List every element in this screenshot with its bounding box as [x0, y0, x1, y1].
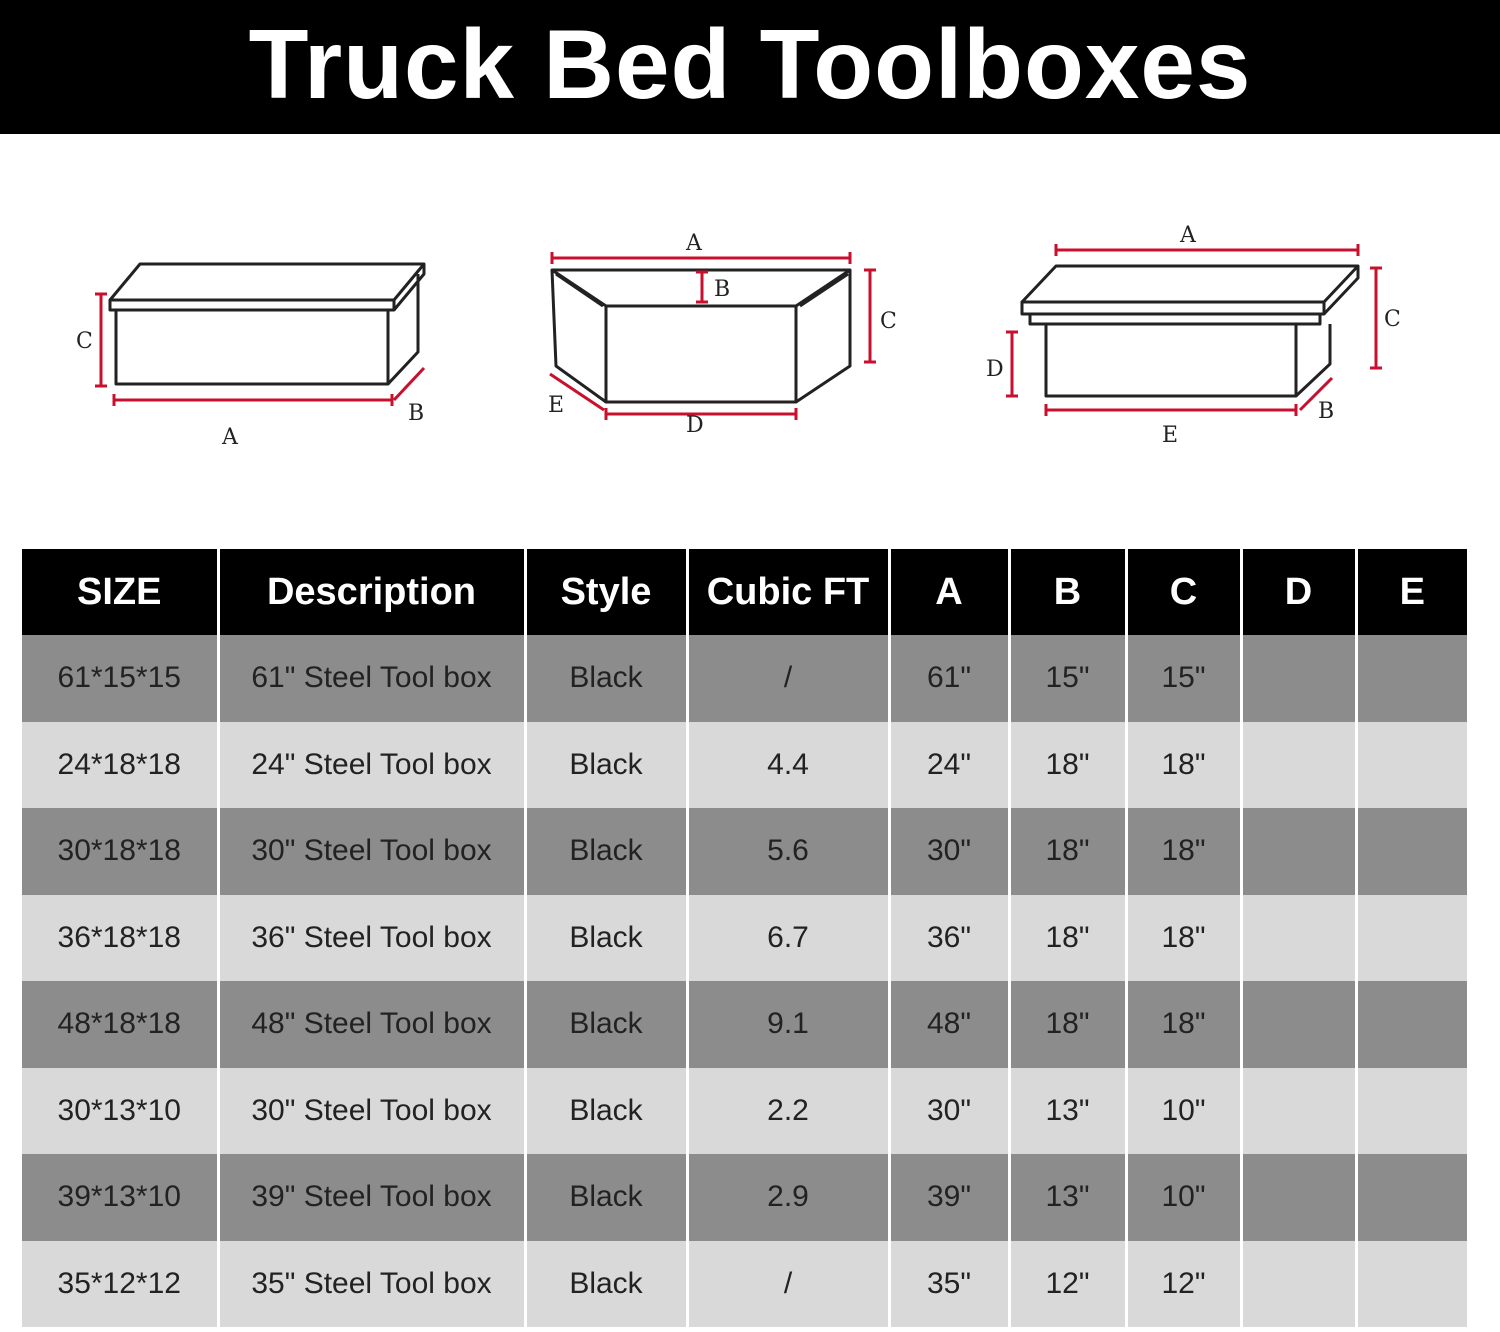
box2-label-b: B: [714, 277, 731, 302]
cell-b: 13": [1009, 1068, 1126, 1155]
cell-size: 61*15*15: [22, 635, 218, 722]
cell-e: [1356, 635, 1467, 722]
cell-e: [1356, 808, 1467, 895]
box2-label-c: C: [880, 309, 897, 334]
cell-cubic-ft: /: [687, 635, 889, 722]
table-row: [22, 808, 1467, 895]
cell-c: 18": [1126, 895, 1241, 982]
cell-a: 39": [889, 1154, 1009, 1241]
cell-a: 36": [889, 895, 1009, 982]
cell-e: [1356, 1154, 1467, 1241]
cell-cubic-ft: 2.2: [687, 1068, 889, 1155]
cell-d: [1241, 808, 1356, 895]
cell-e: [1356, 722, 1467, 809]
box2-label-a: A: [686, 231, 702, 256]
cell-d: [1241, 1241, 1356, 1328]
table-row: [22, 1068, 1467, 1155]
cell-e: [1356, 895, 1467, 982]
cell-size: 48*18*18: [22, 981, 218, 1068]
cell-b: 15": [1009, 635, 1126, 722]
cell-description: 48" Steel Tool box: [218, 981, 525, 1068]
cell-d: [1241, 1154, 1356, 1241]
header-d: D: [1241, 549, 1356, 635]
cell-e: [1356, 1068, 1467, 1155]
table-row: [22, 895, 1467, 982]
cell-d: [1241, 895, 1356, 982]
cell-c: 12": [1126, 1241, 1241, 1328]
box3-label-e: E: [1162, 423, 1179, 448]
cell-description: 30" Steel Tool box: [218, 808, 525, 895]
cell-b: 18": [1009, 722, 1126, 809]
cell-e: [1356, 981, 1467, 1068]
cell-style: Black: [525, 981, 687, 1068]
box3-label-b: B: [1318, 399, 1335, 424]
title-banner: [0, 0, 1500, 134]
box3-label-d: D: [986, 357, 1004, 382]
cell-a: 24": [889, 722, 1009, 809]
box3-label-c: C: [1384, 307, 1401, 332]
spec-table: [22, 549, 1467, 1327]
box1-label-c: C: [76, 329, 93, 354]
cell-a: 35": [889, 1241, 1009, 1328]
cell-size: 36*18*18: [22, 895, 218, 982]
cell-b: 18": [1009, 808, 1126, 895]
cell-size: 30*13*10: [22, 1068, 218, 1155]
cell-size: 35*12*12: [22, 1241, 218, 1328]
table-row: [22, 635, 1467, 722]
header-size: SIZE: [22, 549, 218, 635]
cell-style: Black: [525, 895, 687, 982]
header-b: B: [1009, 549, 1126, 635]
cell-style: Black: [525, 1154, 687, 1241]
cell-c: 10": [1126, 1068, 1241, 1155]
table-row: [22, 1154, 1467, 1241]
header-e: E: [1356, 549, 1467, 635]
cell-description: 24" Steel Tool box: [218, 722, 525, 809]
box2-label-e: E: [548, 393, 565, 418]
cell-style: Black: [525, 635, 687, 722]
cell-d: [1241, 635, 1356, 722]
cell-b: 13": [1009, 1154, 1126, 1241]
header-a: A: [889, 549, 1009, 635]
cell-style: Black: [525, 808, 687, 895]
cell-description: 30" Steel Tool box: [218, 1068, 525, 1155]
box1-label-a: A: [222, 425, 238, 450]
table-row: [22, 981, 1467, 1068]
cell-description: 35" Steel Tool box: [218, 1241, 525, 1328]
cell-style: Black: [525, 1241, 687, 1328]
cell-description: 39" Steel Tool box: [218, 1154, 525, 1241]
cell-size: 30*18*18: [22, 808, 218, 895]
cell-a: 61": [889, 635, 1009, 722]
cell-cubic-ft: 9.1: [687, 981, 889, 1068]
header-style: Style: [525, 549, 687, 635]
cell-cubic-ft: 6.7: [687, 895, 889, 982]
cell-b: 18": [1009, 981, 1126, 1068]
cell-c: 15": [1126, 635, 1241, 722]
cell-a: 30": [889, 1068, 1009, 1155]
cell-cubic-ft: /: [687, 1241, 889, 1328]
cell-d: [1241, 722, 1356, 809]
box1-label-b: B: [408, 401, 425, 426]
header-c: C: [1126, 549, 1241, 635]
cell-cubic-ft: 4.4: [687, 722, 889, 809]
cell-d: [1241, 981, 1356, 1068]
table-row: [22, 1241, 1467, 1328]
box3-label-a: A: [1180, 223, 1196, 248]
cell-c: 18": [1126, 981, 1241, 1068]
cell-b: 12": [1009, 1241, 1126, 1328]
box2-label-d: D: [686, 413, 704, 438]
cell-size: 24*18*18: [22, 722, 218, 809]
cell-c: 18": [1126, 808, 1241, 895]
cell-d: [1241, 1068, 1356, 1155]
box1-drawing: [110, 264, 424, 384]
cell-c: 18": [1126, 722, 1241, 809]
box3-drawing: [1022, 266, 1358, 396]
table-row: [22, 722, 1467, 809]
cell-size: 39*13*10: [22, 1154, 218, 1241]
cell-description: 36" Steel Tool box: [218, 895, 525, 982]
dimension-diagrams: [0, 134, 1500, 550]
header-cubic-ft: Cubic FT: [687, 549, 889, 635]
cell-c: 10": [1126, 1154, 1241, 1241]
page-title: Truck Bed Toolboxes: [248, 9, 1252, 119]
cell-style: Black: [525, 1068, 687, 1155]
cell-description: 61" Steel Tool box: [218, 635, 525, 722]
cell-style: Black: [525, 722, 687, 809]
cell-e: [1356, 1241, 1467, 1328]
cell-a: 30": [889, 808, 1009, 895]
cell-cubic-ft: 2.9: [687, 1154, 889, 1241]
cell-cubic-ft: 5.6: [687, 808, 889, 895]
cell-b: 18": [1009, 895, 1126, 982]
diagrams-svg: [0, 134, 1500, 550]
table-header-row: [22, 549, 1467, 635]
cell-a: 48": [889, 981, 1009, 1068]
header-description: Description: [218, 549, 525, 635]
